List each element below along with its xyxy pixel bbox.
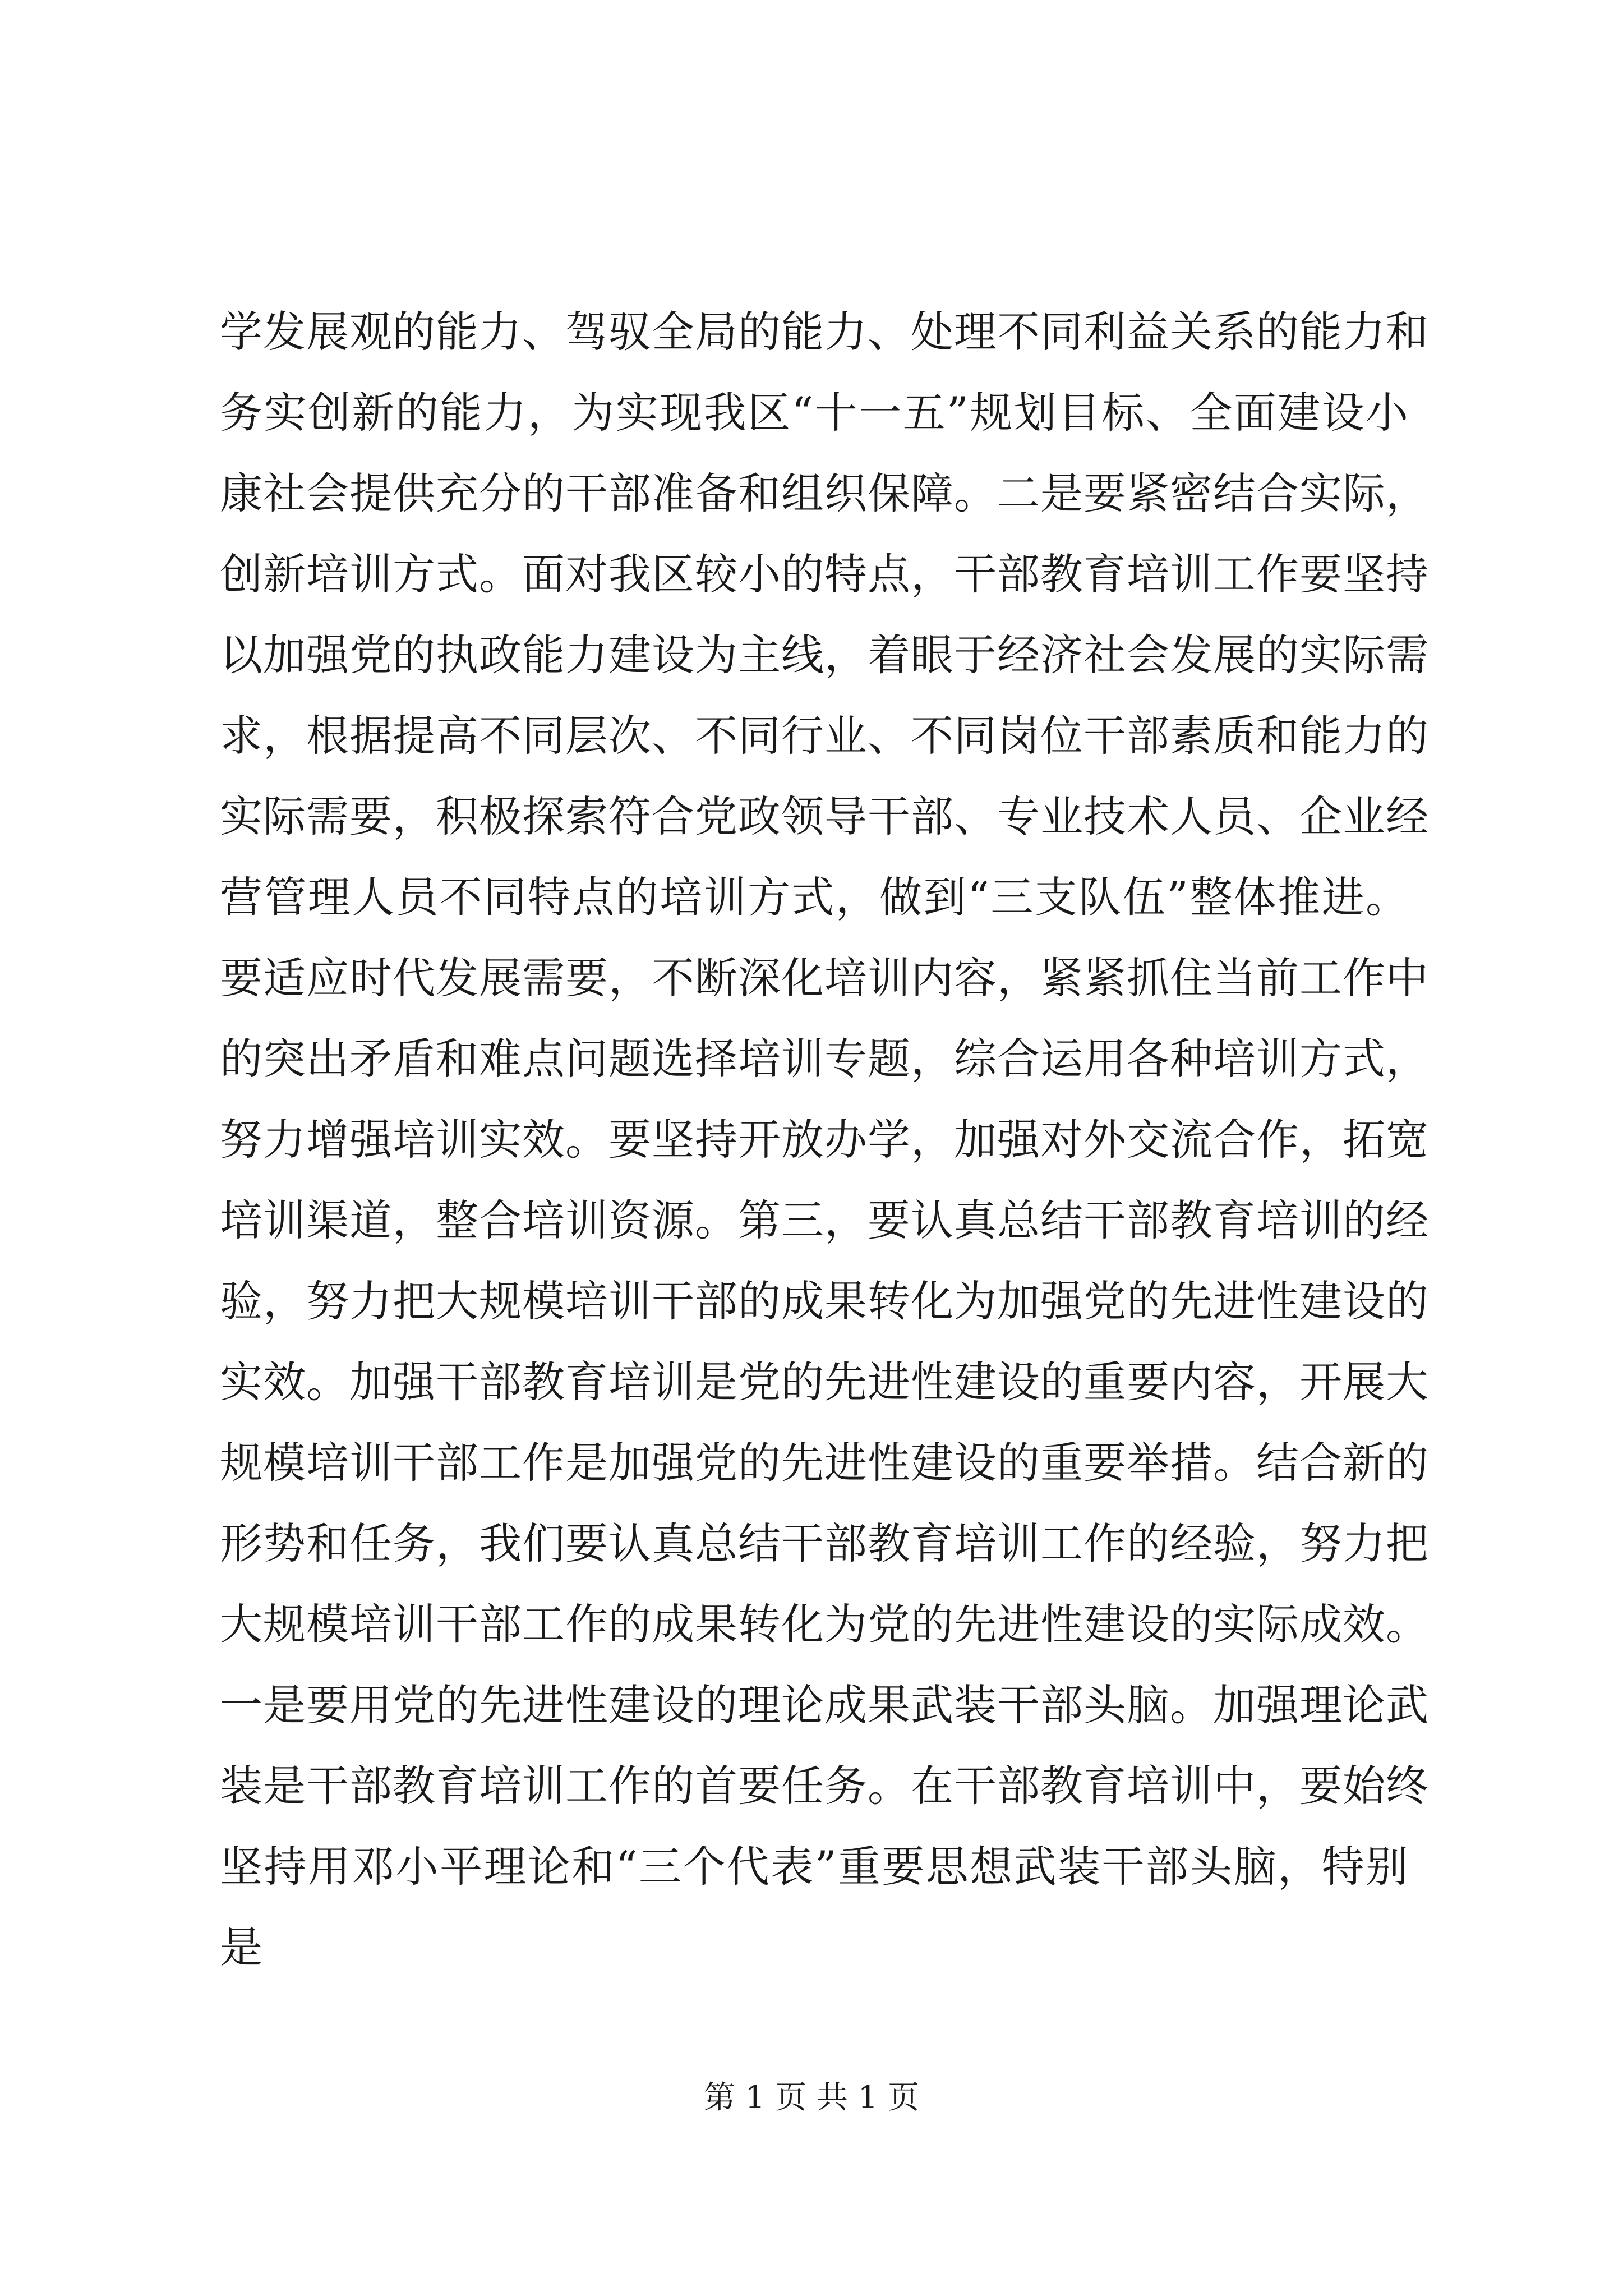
text-line: 规模培训干部工作是加强党的先进性建设的重要举措。结合新的 [220,1438,1429,1488]
text-line: 以加强党的执政能力建设为主线，着眼于经济社会发展的实际需 [220,630,1429,680]
text-line: 验，努力把大规模培训干部的成果转化为加强党的先进性建设的 [220,1276,1429,1326]
text-line: 努力增强培训实效。要坚持开放办学，加强对外交流合作，拓宽 [220,1115,1429,1165]
text-line: 是 [220,1922,263,1972]
text-line: 务实创新的能力，为实现我区“十一五”规划目标、全面建设小 [220,388,1409,438]
text-line: 坚持用邓小平理论和“三个代表”重要思想武装干部头脑，特别 [220,1842,1409,1892]
text-line: 的突出矛盾和难点问题选择培训专题，综合运用各种培训方式， [220,1034,1429,1084]
text-line: 康社会提供充分的干部准备和组织保障。二是要紧密结合实际， [220,468,1429,518]
text-line: 学发展观的能力、驾驭全局的能力、处理不同利益关系的能力和 [220,307,1429,357]
text-line: 营管理人员不同特点的培训方式，做到“三支队伍”整体推进。 [220,872,1409,922]
text-line: 求，根据提高不同层次、不同行业、不同岗位干部素质和能力的 [220,711,1429,761]
text-line: 一是要用党的先进性建设的理论成果武装干部头脑。加强理论武 [220,1680,1429,1730]
text-line: 大规模培训干部工作的成果转化为党的先进性建设的实际成效。 [220,1599,1429,1649]
page-number-footer: 第 1 页 共 1 页 [703,2079,920,2116]
text-line: 培训渠道，整合培训资源。第三，要认真总结干部教育培训的经 [220,1195,1429,1245]
text-line: 实际需要，积极探索符合党政领导干部、专业技术人员、企业经 [220,792,1429,841]
body-text [220,292,1429,1988]
text-line: 实效。加强干部教育培训是党的先进性建设的重要内容，开展大 [220,1357,1429,1407]
text-line: 要适应时代发展需要，不断深化培训内容，紧紧抓住当前工作中 [220,953,1429,1003]
text-line: 形势和任务，我们要认真总结干部教育培训工作的经验，努力把 [220,1519,1429,1568]
text-line: 创新培训方式。面对我区较小的特点，干部教育培训工作要坚持 [220,549,1429,599]
text-line: 装是干部教育培训工作的首要任务。在干部教育培训中，要始终 [220,1761,1429,1811]
